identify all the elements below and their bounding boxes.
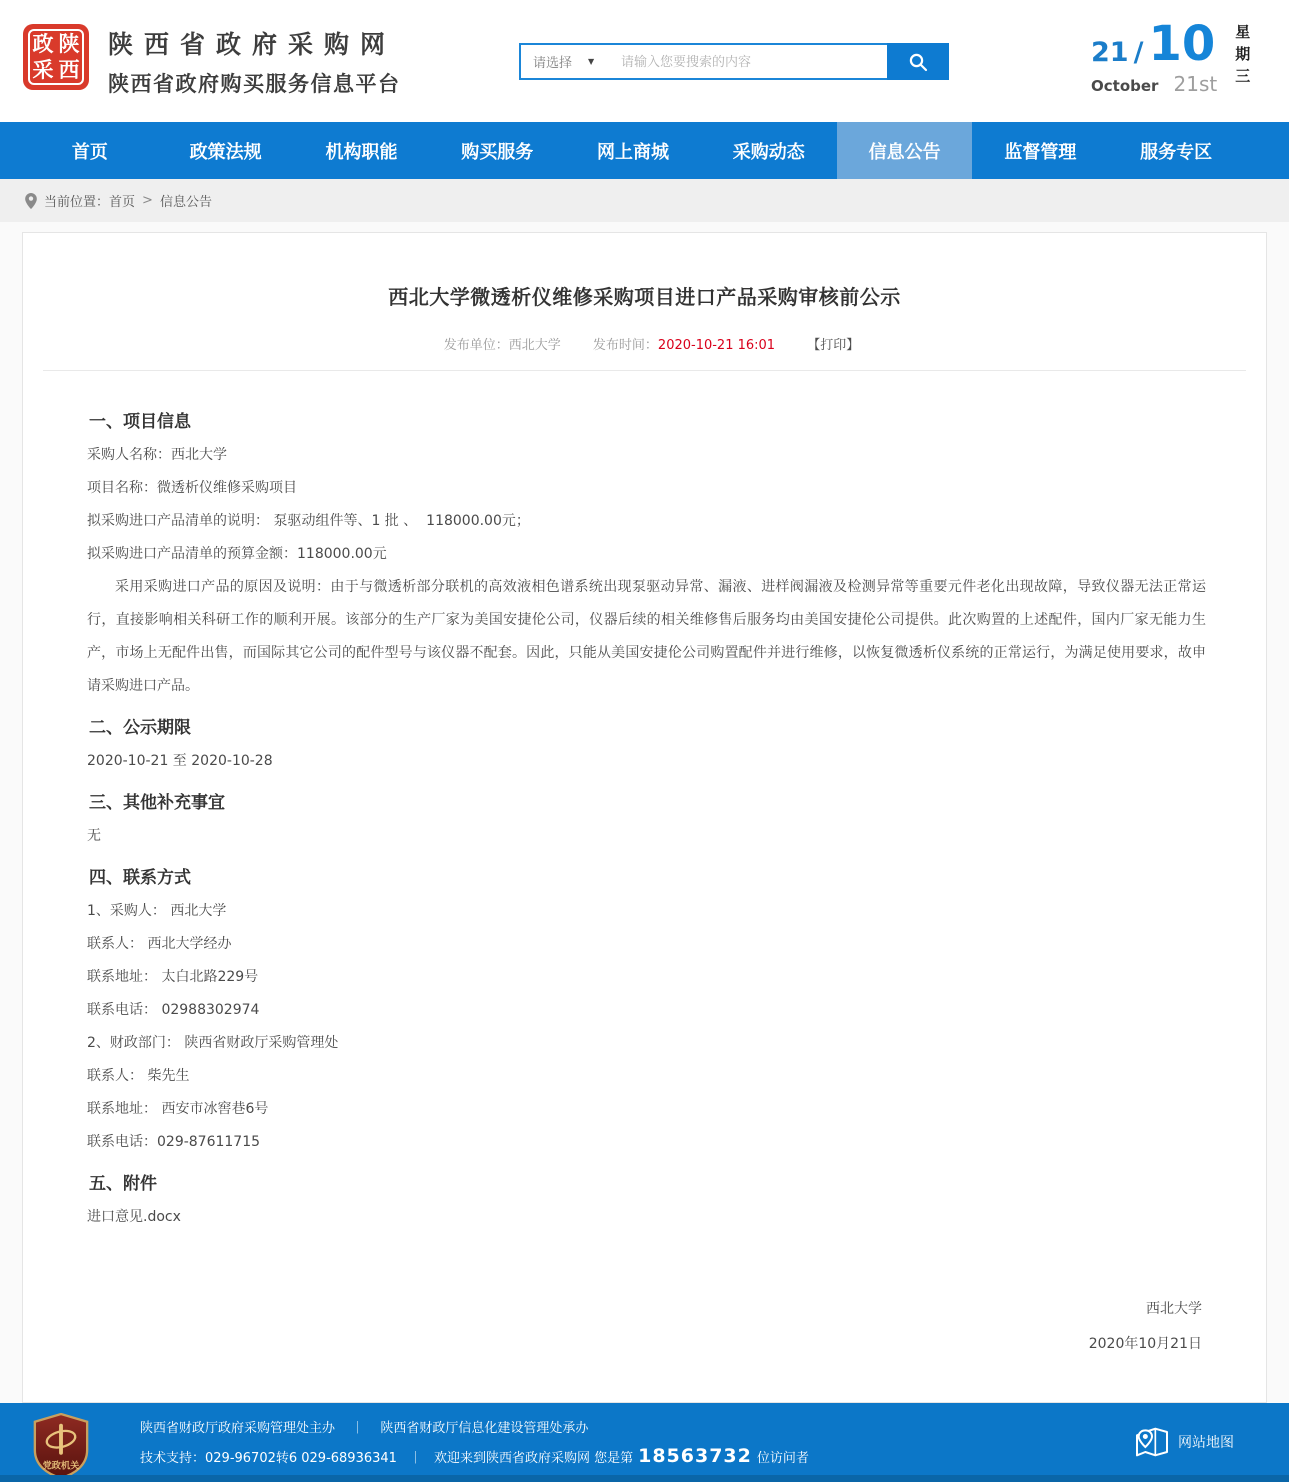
publish-time-label: 发布时间： xyxy=(592,338,658,353)
section-heading: 二、公示期限 xyxy=(89,718,191,738)
footer-separator: ｜ xyxy=(408,1450,422,1466)
footer-separator: ｜ xyxy=(351,1421,365,1436)
publish-time-value: 2020-10-21 16:01 xyxy=(657,338,776,353)
government-badge-icon xyxy=(30,1413,92,1479)
footer-line2 xyxy=(140,1445,809,1467)
footer-tech-support: 技术支持：029-96702转6 029-68936341 xyxy=(140,1450,397,1466)
article-container xyxy=(22,232,1267,1403)
sitemap-label: 网站地图 xyxy=(1178,1435,1234,1451)
article-title: 西北大学微透析仪维修采购项目进口产品采购审核前公示 xyxy=(388,285,901,309)
date-ordinal: 21st xyxy=(1173,72,1218,97)
date-month: 10 xyxy=(1148,16,1216,72)
site-title: 陕西省政府采购网 xyxy=(108,30,397,59)
attachment-link[interactable]: 进口意见.docx xyxy=(87,1209,181,1225)
article-line: 采购人名称：西北大学 xyxy=(87,447,227,463)
article-line: 联系人： 西北大学经办 xyxy=(87,936,232,952)
map-icon xyxy=(1135,1427,1169,1457)
article-line: 无 xyxy=(87,828,101,844)
article-line: 联系人： 柴先生 xyxy=(87,1068,190,1084)
visitor-count: 18563732 xyxy=(638,1445,752,1467)
date-day: 21 xyxy=(1091,37,1129,69)
article-line: 联系电话： 02988302974 xyxy=(87,1002,260,1018)
breadcrumb-label: 当前位置： xyxy=(44,195,110,210)
chevron-down-icon: ▼ xyxy=(588,57,595,66)
search-icon xyxy=(908,52,928,72)
search-bar xyxy=(519,43,949,80)
nav-item-机构职能[interactable]: 机构职能 xyxy=(325,141,398,163)
footer-line1 xyxy=(140,1417,809,1436)
location-pin-icon xyxy=(25,193,37,209)
article-line: 联系电话：029-87611715 xyxy=(87,1134,261,1150)
publish-unit: 发布单位：西北大学 xyxy=(443,338,561,353)
logo-char: 采 xyxy=(32,57,54,82)
publish-time xyxy=(593,338,775,353)
weekday-char: 星 xyxy=(1235,23,1251,41)
footer-bottom-strip xyxy=(0,1475,1289,1482)
date-widget xyxy=(1091,16,1251,97)
nav-item-信息公告[interactable]: 信息公告 xyxy=(837,122,973,179)
nav-item-服务专区[interactable]: 服务专区 xyxy=(1140,141,1213,163)
footer-welcome: 欢迎来到陕西省政府采购网 您是第 xyxy=(433,1450,634,1466)
search-button[interactable] xyxy=(887,43,949,80)
nav-item-政策法规[interactable]: 政策法规 xyxy=(189,141,262,163)
date-month-name: October xyxy=(1091,77,1159,96)
site-subtitle: 陕西省政府购买服务信息平台 xyxy=(108,72,401,96)
article-paragraph: 采用采购进口产品的原因及说明：由于与微透析部分联机的高效液相色谱系统出现泵驱动异常、漏液、进样阀漏液及检测异常等重要元件老化出现故障，导致仪器无法正常运行，直接影响相关科研工作的顺利开展。该部分的生产厂家为美国安捷伦公司，仪器后续的相关维修售后服务均由美国安捷伦公司提供。此次购置的上述配件，国内厂家无能力生产，市场上无配件出售，而国际其它公司的配件型号与该仪器不配套。因此，只能从美国安捷伦公司购置配件并进行维修，以恢复微透析仪系统的正常运行，为满足使用要求，故申请采购进口产品。 xyxy=(87,579,1206,694)
site-titles xyxy=(108,25,401,98)
date-top xyxy=(1091,16,1217,72)
nav-item-采购动态[interactable]: 采购动态 xyxy=(732,141,805,163)
article-line: 联系地址： 太白北路229号 xyxy=(87,969,259,985)
footer-visitor-suffix: 位访问者 xyxy=(756,1450,809,1466)
weekday-char: 期 xyxy=(1235,45,1251,63)
date-separator: / xyxy=(1133,37,1144,69)
article-line: 2020-10-21 至 2020-10-28 xyxy=(87,753,273,769)
sitemap-link[interactable] xyxy=(1135,1427,1234,1457)
footer-organizer: 陕西省财政厅信息化建设管理处承办 xyxy=(380,1421,589,1436)
logo-char: 政 xyxy=(32,31,54,56)
breadcrumb xyxy=(0,179,1289,222)
breadcrumb-separator: > xyxy=(142,193,153,208)
section-heading: 四、联系方式 xyxy=(89,868,191,888)
breadcrumb-current[interactable]: 信息公告 xyxy=(159,195,212,210)
site-header xyxy=(0,0,1289,122)
nav-item-网上商城[interactable]: 网上商城 xyxy=(597,141,670,163)
signature-block xyxy=(23,1292,1266,1362)
signature-date: 2020年10月21日 xyxy=(1088,1336,1202,1352)
footer-lines xyxy=(140,1417,809,1467)
date-block xyxy=(1091,16,1218,97)
article-meta xyxy=(23,334,1266,353)
search-input[interactable] xyxy=(613,45,889,78)
attachment-line xyxy=(87,1201,1206,1234)
article-body xyxy=(23,371,1266,1234)
weekday-char: 三 xyxy=(1235,67,1251,85)
badge-label: 党政机关 xyxy=(42,1460,80,1472)
section-heading: 三、其他补充事宜 xyxy=(89,793,225,813)
search-category-label: 请选择 xyxy=(533,56,573,71)
logo-char: 西 xyxy=(58,57,80,82)
date-bottom xyxy=(1091,72,1217,96)
site-logo[interactable] xyxy=(23,24,89,90)
article-line: 项目名称：微透析仪维修采购项目 xyxy=(87,480,297,496)
footer xyxy=(0,1403,1289,1482)
print-button[interactable]: 【打印】 xyxy=(807,338,860,353)
logo-grid xyxy=(28,29,84,85)
main-nav xyxy=(0,122,1289,179)
content-area xyxy=(0,222,1289,1403)
article-line: 拟采购进口产品清单的预算金额：118000.00元 xyxy=(87,546,387,562)
logo-char: 陕 xyxy=(58,31,80,56)
article-line: 联系地址： 西安市冰窖巷6号 xyxy=(87,1101,269,1117)
nav-item-首页[interactable]: 首页 xyxy=(71,141,108,163)
weekday-vertical xyxy=(1235,22,1250,96)
search-category-select[interactable] xyxy=(521,45,613,78)
nav-item-监督管理[interactable]: 监督管理 xyxy=(1004,141,1077,163)
article-line: 1、采购人： 西北大学 xyxy=(87,903,227,919)
article-line: 2、财政部门： 陕西省财政厅采购管理处 xyxy=(87,1035,339,1051)
signature-name: 西北大学 xyxy=(1146,1301,1202,1317)
section-heading: 一、项目信息 xyxy=(89,412,191,432)
section-heading: 五、附件 xyxy=(89,1174,157,1194)
breadcrumb-home-link[interactable]: 首页 xyxy=(109,195,136,210)
nav-item-购买服务[interactable]: 购买服务 xyxy=(461,141,534,163)
article-line: 拟采购进口产品清单的说明： 泵驱动组件等、1 批 、 118000.00元； xyxy=(87,513,530,529)
footer-host: 陕西省财政厅政府采购管理处主办 xyxy=(140,1421,336,1436)
